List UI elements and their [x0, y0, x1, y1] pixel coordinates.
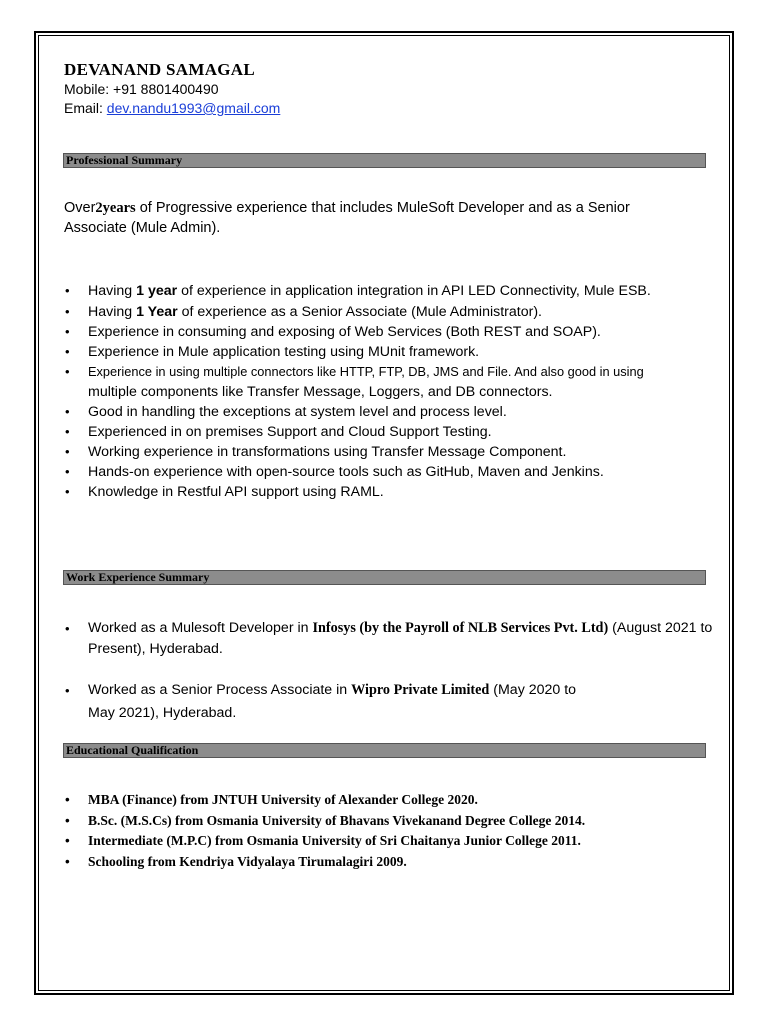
section-heading-education: Educational Qualification: [63, 743, 706, 758]
list-item: • Having 1 year of experience in application integration in API LED Connectivity, Mule ESB.: [64, 281, 714, 301]
summary-list: [64, 281, 714, 502]
list-item: • Experience in Mule application testing using MUnit framework.: [64, 342, 714, 362]
email-line: [64, 100, 280, 116]
list-item: • B.Sc. (M.S.Cs) from Osmania University of Bhavans Vivekanand Degree College 2014.: [64, 811, 714, 832]
list-item: • Having 1 Year of experience as a Senior Associate (Mule Administrator).: [64, 302, 714, 322]
list-item: • Experience in consuming and exposing of Web Services (Both REST and SOAP).: [64, 322, 714, 342]
summary-intro-post: of Progressive experience that includes MuleSoft Developer and as a Senior Associate (Mule Admin).: [64, 200, 630, 236]
list-item: • Hands-on experience with open-source tools such as GitHub, Maven and Jenkins.: [64, 462, 714, 482]
email-link[interactable]: dev.nandu1993@gmail.com: [106, 100, 281, 116]
work-item-wipro: • Worked as a Senior Process Associate in Wipro Private Limited (May 2020 to May 2021), Hyderabad.: [65, 682, 577, 721]
list-item: • Experienced in on premises Support and Cloud Support Testing.: [64, 422, 714, 442]
summary-intro-pre: Over: [64, 200, 96, 216]
education-list: [64, 790, 714, 872]
summary-intro: [64, 198, 694, 238]
mobile-label: Mobile:: [64, 81, 114, 97]
email-label: Email:: [64, 100, 107, 116]
mobile-number: +91 8801400490: [113, 81, 219, 97]
list-item: • MBA (Finance) from JNTUH University of Alexander College 2020.: [64, 790, 714, 811]
section-heading-work-experience: Work Experience Summary: [63, 570, 706, 585]
section-heading-professional-summary: Professional Summary: [63, 153, 706, 168]
list-item: • Schooling from Kendriya Vidyalaya Tirumalagiri 2009.: [64, 852, 714, 873]
list-item: • Intermediate (M.P.C) from Osmania University of Sri Chaitanya Junior College 2011.: [64, 831, 714, 852]
list-item: • Knowledge in Restful API support using RAML.: [64, 482, 714, 502]
mobile-line: [64, 81, 219, 97]
summary-intro-years: 2years: [95, 200, 136, 216]
list-item: • Good in handling the exceptions at system level and process level.: [64, 402, 714, 422]
list-item: • Experience in using multiple connectors like HTTP, FTP, DB, JMS and File. And also good in using multiple components like Transfer Message, Loggers, and DB connectors.: [64, 362, 714, 402]
work-item-infosys: • Worked as a Mulesoft Developer in Infosys (by the Payroll of NLB Services Pvt. Ltd) (August 2021 to Present), Hyderabad.: [65, 620, 713, 657]
list-item: • Working experience in transformations using Transfer Message Component.: [64, 442, 714, 462]
candidate-name: DEVANAND SAMAGAL: [64, 60, 256, 79]
